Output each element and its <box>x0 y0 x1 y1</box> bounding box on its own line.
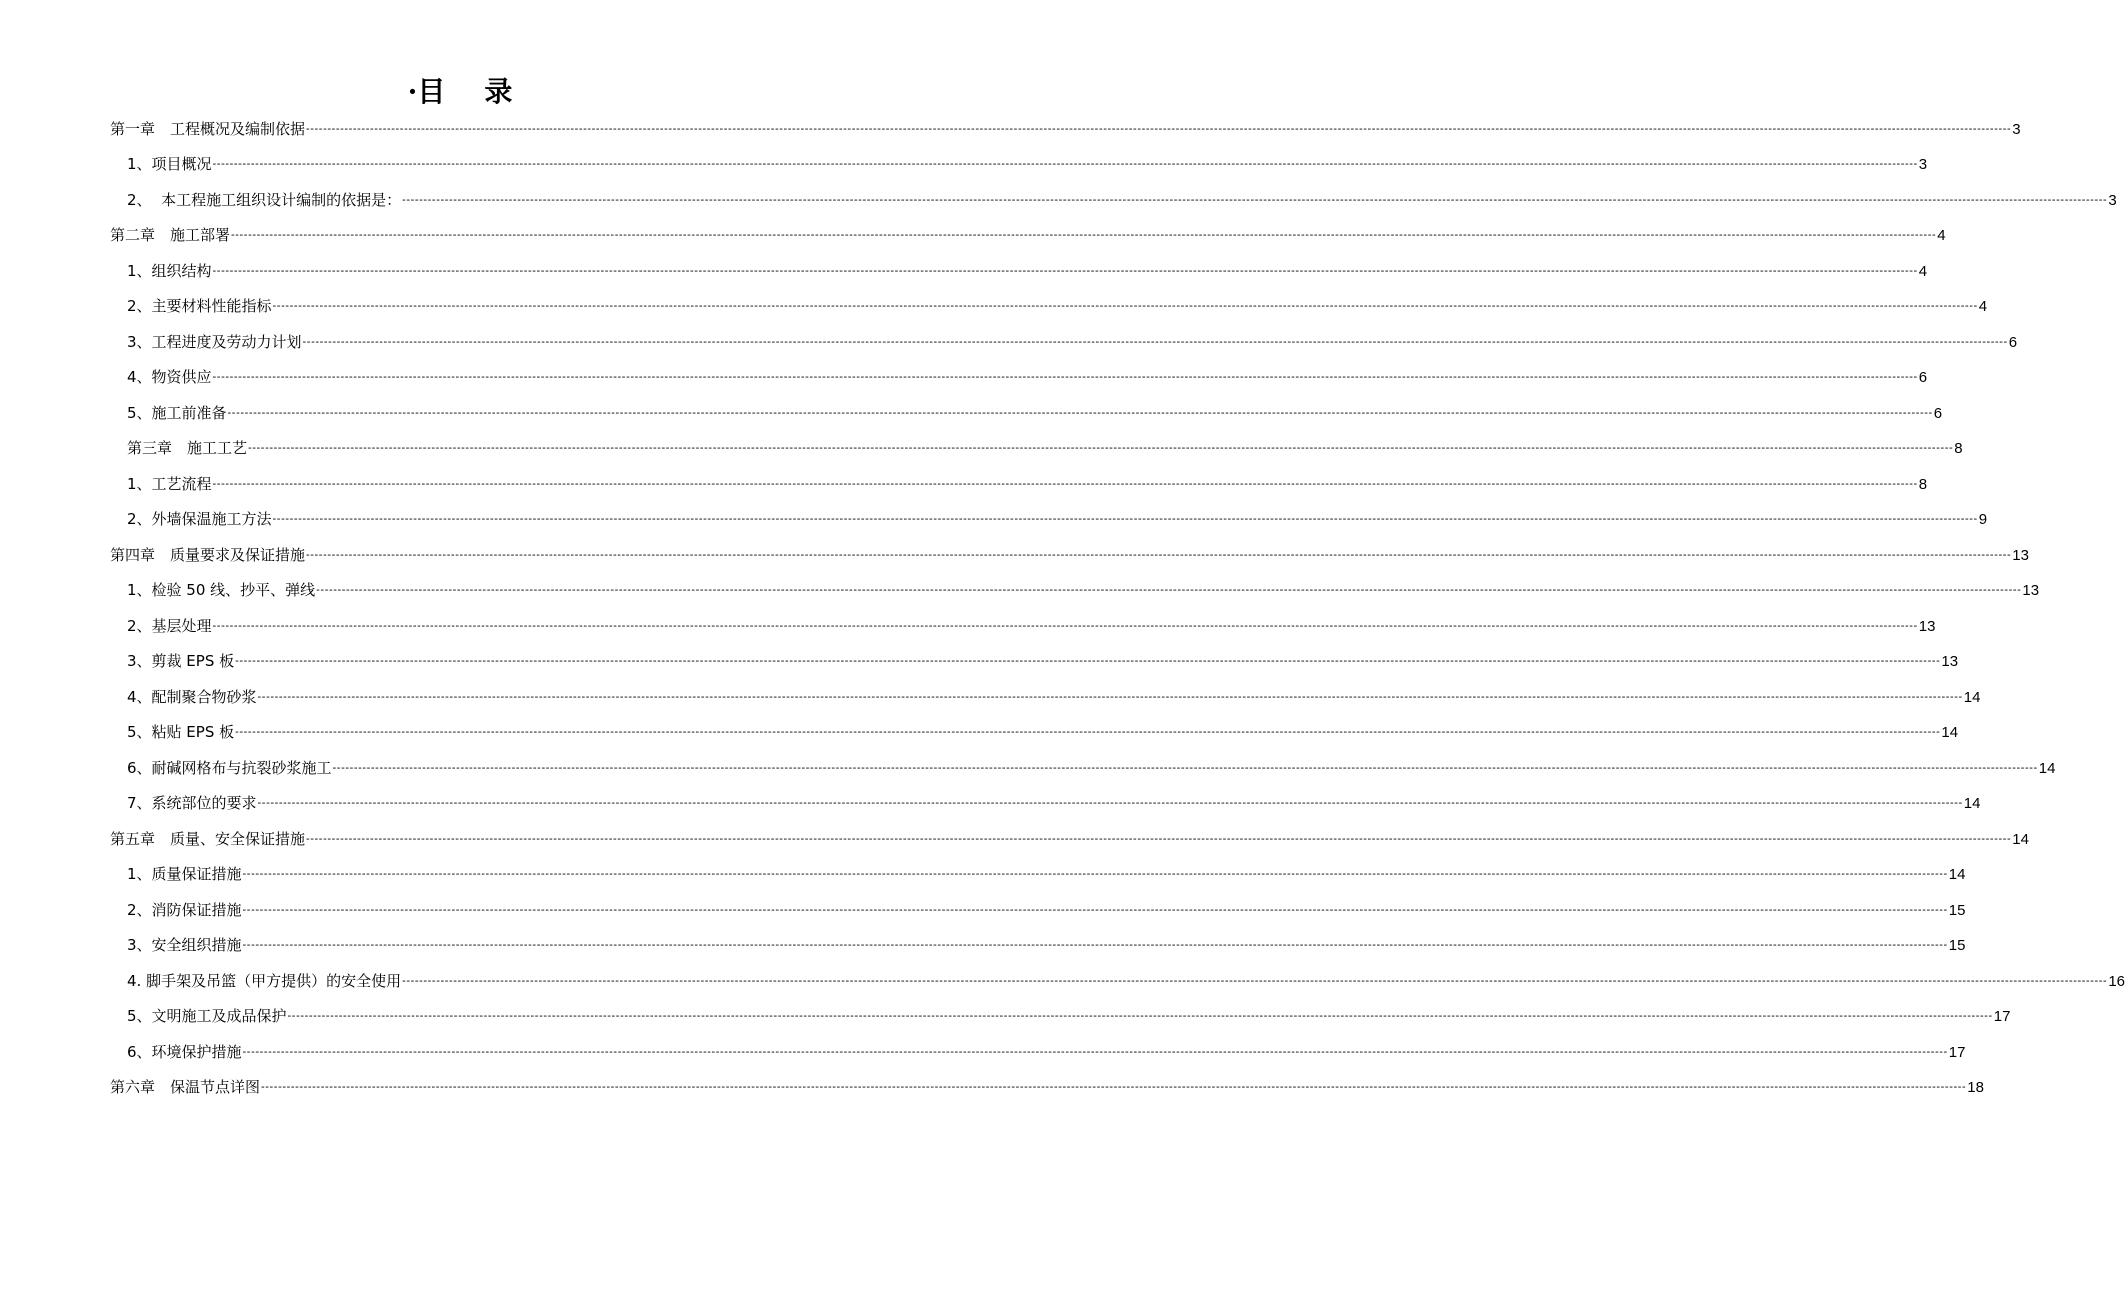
toc-entry-label: 1、质量保证措施 <box>127 865 242 883</box>
toc-entry-label: 5、文明施工及成品保护 <box>127 1007 287 1025</box>
toc-entry-label: 第三章 施工工艺 <box>127 439 248 457</box>
toc-page-number: 13 <box>1918 617 1936 635</box>
toc-entry[interactable] <box>127 751 2056 785</box>
toc-leader-dots: ---------------------------------------------------------------------------------------------------------------------------------------------------------------------------------------------------------------------------------------------------------------------------------------------------------------------------------------------------------------------------------------------------------------- <box>257 797 1963 809</box>
toc-entry[interactable] <box>127 148 1928 182</box>
toc-leader-dots: ---------------------------------------------------------------------------------------------------------------------------------------------------------------------------------------------------------------------------------------------------------------------------------------------------------------------------------------------------------------------------------------------------------------- <box>235 655 1941 667</box>
toc-entry-label: 5、施工前准备 <box>127 403 227 422</box>
toc-page-number: 13 <box>2012 546 2029 564</box>
toc-entry-label: 1、项目概况 <box>127 155 212 173</box>
toc-leader-dots: ---------------------------------------------------------------------------------------------------------------------------------------------------------------------------------------------------------------------------------------------------------------------------------------------------------------------------------------------------------------------------------------------------------------- <box>212 619 1918 632</box>
toc-entry[interactable] <box>110 112 2021 146</box>
toc-title: ·目 录 <box>407 75 513 108</box>
toc-entry[interactable] <box>110 219 1946 253</box>
toc-page-number: 16 <box>2108 972 2125 990</box>
toc-entry[interactable] <box>127 680 1981 714</box>
toc-entry[interactable] <box>110 1071 1984 1105</box>
toc-leader-dots: ---------------------------------------------------------------------------------------------------------------------------------------------------------------------------------------------------------------------------------------------------------------------------------------------------------------------------------------------------------------------------------------------------------------- <box>316 584 2022 596</box>
toc-entry[interactable] <box>127 574 2040 608</box>
toc-entry[interactable] <box>127 787 1981 821</box>
toc-entry-label: 6、环境保护措施 <box>127 1042 242 1061</box>
toc-entry[interactable] <box>127 929 1966 963</box>
toc-page-number: 6 <box>2008 333 2018 351</box>
toc-entry-label: 第六章 保温节点详图 <box>110 1078 261 1096</box>
toc-entry-label: 4、物资供应 <box>127 368 212 386</box>
toc-page-number: 3 <box>1918 156 1928 173</box>
toc-page-number: 15 <box>1948 901 1966 919</box>
toc-leader-dots: ---------------------------------------------------------------------------------------------------------------------------------------------------------------------------------------------------------------------------------------------------------------------------------------------------------------------------------------------------------------------------------------------------------------- <box>402 193 2108 206</box>
toc-entry-label: 4、配制聚合物砂浆 <box>127 687 257 706</box>
toc-entry-label: 第四章 质量要求及保证措施 <box>110 545 306 564</box>
toc-entry-label: 6、耐碱网格布与抗裂砂浆施工 <box>127 758 332 777</box>
toc-page-number: 18 <box>1967 1079 1984 1096</box>
toc-leader-dots: ---------------------------------------------------------------------------------------------------------------------------------------------------------------------------------------------------------------------------------------------------------------------------------------------------------------------------------------------------------------------------------------------------------------- <box>242 868 1948 880</box>
toc-page-number: 14 <box>1963 795 1981 812</box>
toc-entry-label: 3、安全组织措施 <box>127 936 242 954</box>
toc-entry[interactable] <box>127 964 2125 998</box>
toc-entry-label: 3、工程进度及劳动力计划 <box>127 332 302 351</box>
toc-page-number: 6 <box>1933 404 1943 422</box>
toc-page-number: 8 <box>1954 440 1963 457</box>
toc-entry[interactable] <box>127 361 1928 395</box>
toc-page-number: 14 <box>2038 759 2056 777</box>
toc-leader-dots: ---------------------------------------------------------------------------------------------------------------------------------------------------------------------------------------------------------------------------------------------------------------------------------------------------------------------------------------------------------------------------------------------------------------- <box>272 513 1978 525</box>
toc-entry-label: 2、 本工程施工组织设计编制的依据是： <box>127 190 402 209</box>
toc-leader-dots: ---------------------------------------------------------------------------------------------------------------------------------------------------------------------------------------------------------------------------------------------------------------------------------------------------------------------------------------------------------------------------------------------------------------- <box>261 1081 1967 1093</box>
toc-entry[interactable] <box>127 290 1988 324</box>
toc-page-number: 4 <box>1937 227 1946 244</box>
toc-entry[interactable] <box>127 893 1966 927</box>
toc-page-number: 14 <box>2012 830 2029 848</box>
toc-leader-dots: ---------------------------------------------------------------------------------------------------------------------------------------------------------------------------------------------------------------------------------------------------------------------------------------------------------------------------------------------------------------------------------------------------------------- <box>272 300 1978 312</box>
toc-page-number: 13 <box>2022 582 2040 599</box>
toc-page-number: 15 <box>1948 937 1966 954</box>
toc-page-number: 6 <box>1918 369 1928 386</box>
toc-leader-dots: ---------------------------------------------------------------------------------------------------------------------------------------------------------------------------------------------------------------------------------------------------------------------------------------------------------------------------------------------------------------------------------------------------------------- <box>402 974 2108 987</box>
toc-entry-label: 3、剪裁 EPS 板 <box>127 652 235 670</box>
toc-entry-label: 1、检验 50 线、抄平、弹线 <box>127 581 316 599</box>
toc-entry-label: 2、外墙保温施工方法 <box>127 510 272 528</box>
toc-leader-dots: ---------------------------------------------------------------------------------------------------------------------------------------------------------------------------------------------------------------------------------------------------------------------------------------------------------------------------------------------------------------------------------------------------------------- <box>212 264 1918 277</box>
toc-entry[interactable] <box>127 645 1959 679</box>
toc-entry-label: 7、系统部位的要求 <box>127 794 257 812</box>
toc-leader-dots: ---------------------------------------------------------------------------------------------------------------------------------------------------------------------------------------------------------------------------------------------------------------------------------------------------------------------------------------------------------------------------------------------------------------- <box>248 442 1954 454</box>
toc-entry-label: 1、工艺流程 <box>127 474 212 493</box>
toc-leader-dots: ---------------------------------------------------------------------------------------------------------------------------------------------------------------------------------------------------------------------------------------------------------------------------------------------------------------------------------------------------------------------------------------------------------------- <box>242 939 1948 951</box>
toc-page-number: 4 <box>1918 262 1928 280</box>
toc-leader-dots: ---------------------------------------------------------------------------------------------------------------------------------------------------------------------------------------------------------------------------------------------------------------------------------------------------------------------------------------------------------------------------------------------------------------- <box>231 229 1937 241</box>
toc-page-number: 8 <box>1918 475 1928 493</box>
toc-leader-dots: ---------------------------------------------------------------------------------------------------------------------------------------------------------------------------------------------------------------------------------------------------------------------------------------------------------------------------------------------------------------------------------------------------------------- <box>235 726 1941 738</box>
toc-leader-dots: ---------------------------------------------------------------------------------------------------------------------------------------------------------------------------------------------------------------------------------------------------------------------------------------------------------------------------------------------------------------------------------------------------------------- <box>227 406 1933 419</box>
toc-leader-dots: ---------------------------------------------------------------------------------------------------------------------------------------------------------------------------------------------------------------------------------------------------------------------------------------------------------------------------------------------------------------------------------------------------------------- <box>212 158 1918 170</box>
toc-entry-label: 第一章 工程概况及编制依据 <box>110 119 306 138</box>
toc-entry[interactable] <box>127 1000 2011 1034</box>
toc-leader-dots: ---------------------------------------------------------------------------------------------------------------------------------------------------------------------------------------------------------------------------------------------------------------------------------------------------------------------------------------------------------------------------------------------------------------- <box>212 371 1918 383</box>
toc-entry-label: 2、消防保证措施 <box>127 900 242 919</box>
toc-entry[interactable] <box>127 396 1943 430</box>
toc-entry[interactable] <box>127 1035 1966 1069</box>
toc-entry[interactable] <box>127 609 1936 643</box>
toc-entry-label: 1、组织结构 <box>127 261 212 280</box>
toc-entry[interactable] <box>127 183 2117 217</box>
toc-leader-dots: ---------------------------------------------------------------------------------------------------------------------------------------------------------------------------------------------------------------------------------------------------------------------------------------------------------------------------------------------------------------------------------------------------------------- <box>306 548 2012 561</box>
toc-page-number: 17 <box>1948 1043 1966 1061</box>
toc-leader-dots: ---------------------------------------------------------------------------------------------------------------------------------------------------------------------------------------------------------------------------------------------------------------------------------------------------------------------------------------------------------------------------------------------------------------- <box>306 832 2012 845</box>
toc-page-number: 4 <box>1978 298 1988 315</box>
toc-page-number: 17 <box>1993 1008 2011 1025</box>
toc-entry-label: 第二章 施工部署 <box>110 226 231 244</box>
toc-leader-dots: ---------------------------------------------------------------------------------------------------------------------------------------------------------------------------------------------------------------------------------------------------------------------------------------------------------------------------------------------------------------------------------------------------------------- <box>287 1010 1993 1022</box>
toc-page-number: 9 <box>1978 511 1988 528</box>
toc-entry[interactable] <box>127 432 1963 466</box>
toc-entry[interactable] <box>110 538 2029 572</box>
toc-entry-label: 第五章 质量、安全保证措施 <box>110 829 306 848</box>
toc-entry[interactable] <box>127 858 1966 892</box>
toc-page-number: 13 <box>1941 653 1959 670</box>
toc-entry[interactable] <box>127 467 1928 501</box>
toc-leader-dots: ---------------------------------------------------------------------------------------------------------------------------------------------------------------------------------------------------------------------------------------------------------------------------------------------------------------------------------------------------------------------------------------------------------------- <box>257 690 1963 703</box>
toc-page-number: 3 <box>2012 120 2021 138</box>
toc-entry-label: 2、主要材料性能指标 <box>127 297 272 315</box>
toc-leader-dots: ---------------------------------------------------------------------------------------------------------------------------------------------------------------------------------------------------------------------------------------------------------------------------------------------------------------------------------------------------------------------------------------------------------------- <box>242 903 1948 916</box>
toc-entry[interactable] <box>127 716 1959 750</box>
toc-entry[interactable] <box>127 254 1928 288</box>
toc-leader-dots: ---------------------------------------------------------------------------------------------------------------------------------------------------------------------------------------------------------------------------------------------------------------------------------------------------------------------------------------------------------------------------------------------------------------- <box>242 1045 1948 1058</box>
toc-entry[interactable] <box>127 503 1988 537</box>
toc-page-number: 14 <box>1963 688 1981 706</box>
toc-leader-dots: ---------------------------------------------------------------------------------------------------------------------------------------------------------------------------------------------------------------------------------------------------------------------------------------------------------------------------------------------------------------------------------------------------------------- <box>306 122 2012 135</box>
toc-page-number: 3 <box>2108 191 2117 209</box>
toc-entry-label: 5、粘贴 EPS 板 <box>127 723 235 741</box>
toc-entry-label: 2、基层处理 <box>127 616 212 635</box>
toc-page-number: 14 <box>1941 724 1959 741</box>
toc-leader-dots: ---------------------------------------------------------------------------------------------------------------------------------------------------------------------------------------------------------------------------------------------------------------------------------------------------------------------------------------------------------------------------------------------------------------- <box>332 761 2038 774</box>
toc-page-number: 14 <box>1948 866 1966 883</box>
toc-entry-label: 4. 脚手架及吊篮（甲方提供）的安全使用 <box>127 971 402 990</box>
toc-entry[interactable] <box>127 325 2018 359</box>
toc-leader-dots: ---------------------------------------------------------------------------------------------------------------------------------------------------------------------------------------------------------------------------------------------------------------------------------------------------------------------------------------------------------------------------------------------------------------- <box>212 477 1918 490</box>
toc-entry[interactable] <box>110 822 2029 856</box>
toc-leader-dots: ---------------------------------------------------------------------------------------------------------------------------------------------------------------------------------------------------------------------------------------------------------------------------------------------------------------------------------------------------------------------------------------------------------------- <box>302 335 2008 348</box>
